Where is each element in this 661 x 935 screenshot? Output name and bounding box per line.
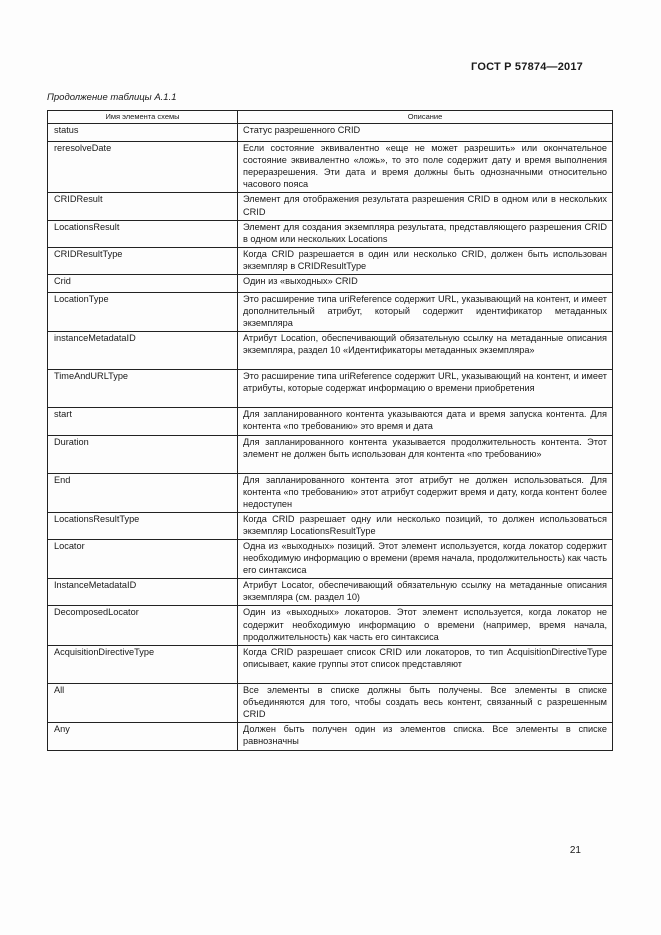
description-cell: Должен быть получен один из элементов списка. Все элементы в списке равнозначны [238,723,613,751]
element-name-cell: reresolveDate [48,142,238,193]
page-number: 21 [569,845,581,856]
table-row [48,275,613,293]
table-row [48,473,613,512]
description-cell: Это расширение типа uriReference содержит URL, указывающий на контент, и имеет атрибуты, которые содержат информацию о времени приобретения [238,370,613,408]
table-row [48,370,613,408]
element-name-cell: instanceMetadataID [48,332,238,370]
table-row [48,124,613,142]
standard-code: ГОСТ Р 57874—2017 [471,61,583,73]
description-cell: Атрибут Locator, обеспечивающий обязательную ссылку на метаданные описания экземпляра (см. раздел 10) [238,579,613,606]
table-row [48,645,613,683]
table-row [48,332,613,370]
element-name-cell: status [48,124,238,142]
element-name-cell: LocationsResult [48,220,238,247]
description-cell: Это расширение типа uriReference содержит URL, указывающий на контент, и имеет дополнительный атрибут, который содержит идентификатор метаданных экземпляра [238,293,613,332]
table-row [48,247,613,274]
table-row [48,539,613,578]
element-name-cell: CRIDResultType [48,247,238,274]
description-cell: Атрибут Location, обеспечивающий обязательную ссылку на метаданные описания экземпляра, раздел 10 «Идентификаторы метаданных экземпляра» [238,332,613,370]
element-name-cell: LocationType [48,293,238,332]
table-body [48,124,613,751]
description-cell: Когда CRID разрешается в один или несколько CRID, должен быть использован экземпляр в CRIDResultType [238,247,613,274]
element-name-cell: Crid [48,275,238,293]
element-name-cell: Locator [48,539,238,578]
table-header-row [48,111,613,124]
element-name-cell: Any [48,723,238,751]
element-name-cell: Duration [48,435,238,473]
table-row [48,723,613,751]
table-row [48,512,613,539]
element-name-cell: LocationsResultType [48,512,238,539]
element-name-cell: All [48,683,238,722]
description-cell: Когда CRID разрешает список CRID или локаторов, то тип AcquisitionDirectiveType описывает, какие группы этот список представляют [238,645,613,683]
schema-elements-table [47,110,613,751]
description-cell: Элемент для создания экземпляра результата, представляющего разрешения CRID в одном или нескольких Locations [238,220,613,247]
table-row [48,435,613,473]
element-name-cell: TimeAndURLType [48,370,238,408]
table-row [48,220,613,247]
element-name-cell: InstanceMetadataID [48,579,238,606]
table-caption: Продолжение таблицы А.1.1 [47,92,177,103]
element-name-cell: DecomposedLocator [48,606,238,645]
column-header-description: Описание [238,111,613,124]
description-cell: Один из «выходных» локаторов. Этот элемент используется, когда локатор не содержит необходимую информацию о времени (например, время начала, продолжительность) как часть его синтаксиса [238,606,613,645]
column-header-element-name: Имя элемента схемы [48,111,238,124]
table-row [48,193,613,220]
description-cell: Когда CRID разрешает одну или несколько позиций, то должен использоваться экземпляр LocationsResultType [238,512,613,539]
description-cell: Элемент для отображения результата разрешения CRID в одном или в нескольких CRID [238,193,613,220]
description-cell: Для запланированного контента этот атрибут не должен использоваться. Для контента «по требованию» этот атрибут содержит время и дату, когда контент более недоступен [238,473,613,512]
description-cell: Если состояние эквивалентно «еще не может разрешить» или окончательное состояние эквивалентно «ложь», то это поле содержит дату и время выполнения переразрешения. Эти дата и время должны быть однозначными относительно часового пояса [238,142,613,193]
description-cell: Все элементы в списке должны быть получены. Все элементы в списке объединяются для того, чтобы создать весь контент, связанный с разрешенным CRID [238,683,613,722]
description-cell: Статус разрешенного CRID [238,124,613,142]
table-row [48,293,613,332]
description-cell: Один из «выходных» CRID [238,275,613,293]
table-row [48,683,613,722]
table-row [48,408,613,435]
element-name-cell: start [48,408,238,435]
description-cell: Одна из «выходных» позиций. Этот элемент используется, когда локатор содержит необходимую информацию о времени (время начала, продолжительность) как часть его синтаксиса [238,539,613,578]
table-row [48,606,613,645]
description-cell: Для запланированного контента указываются дата и время запуска контента. Для контента «по требованию» это время и дата [238,408,613,435]
element-name-cell: CRIDResult [48,193,238,220]
table-row [48,579,613,606]
element-name-cell: AcquisitionDirectiveType [48,645,238,683]
table-row [48,142,613,193]
element-name-cell: End [48,473,238,512]
description-cell: Для запланированного контента указывается продолжительность контента. Этот элемент не должен быть использован для контента «по требованию» [238,435,613,473]
